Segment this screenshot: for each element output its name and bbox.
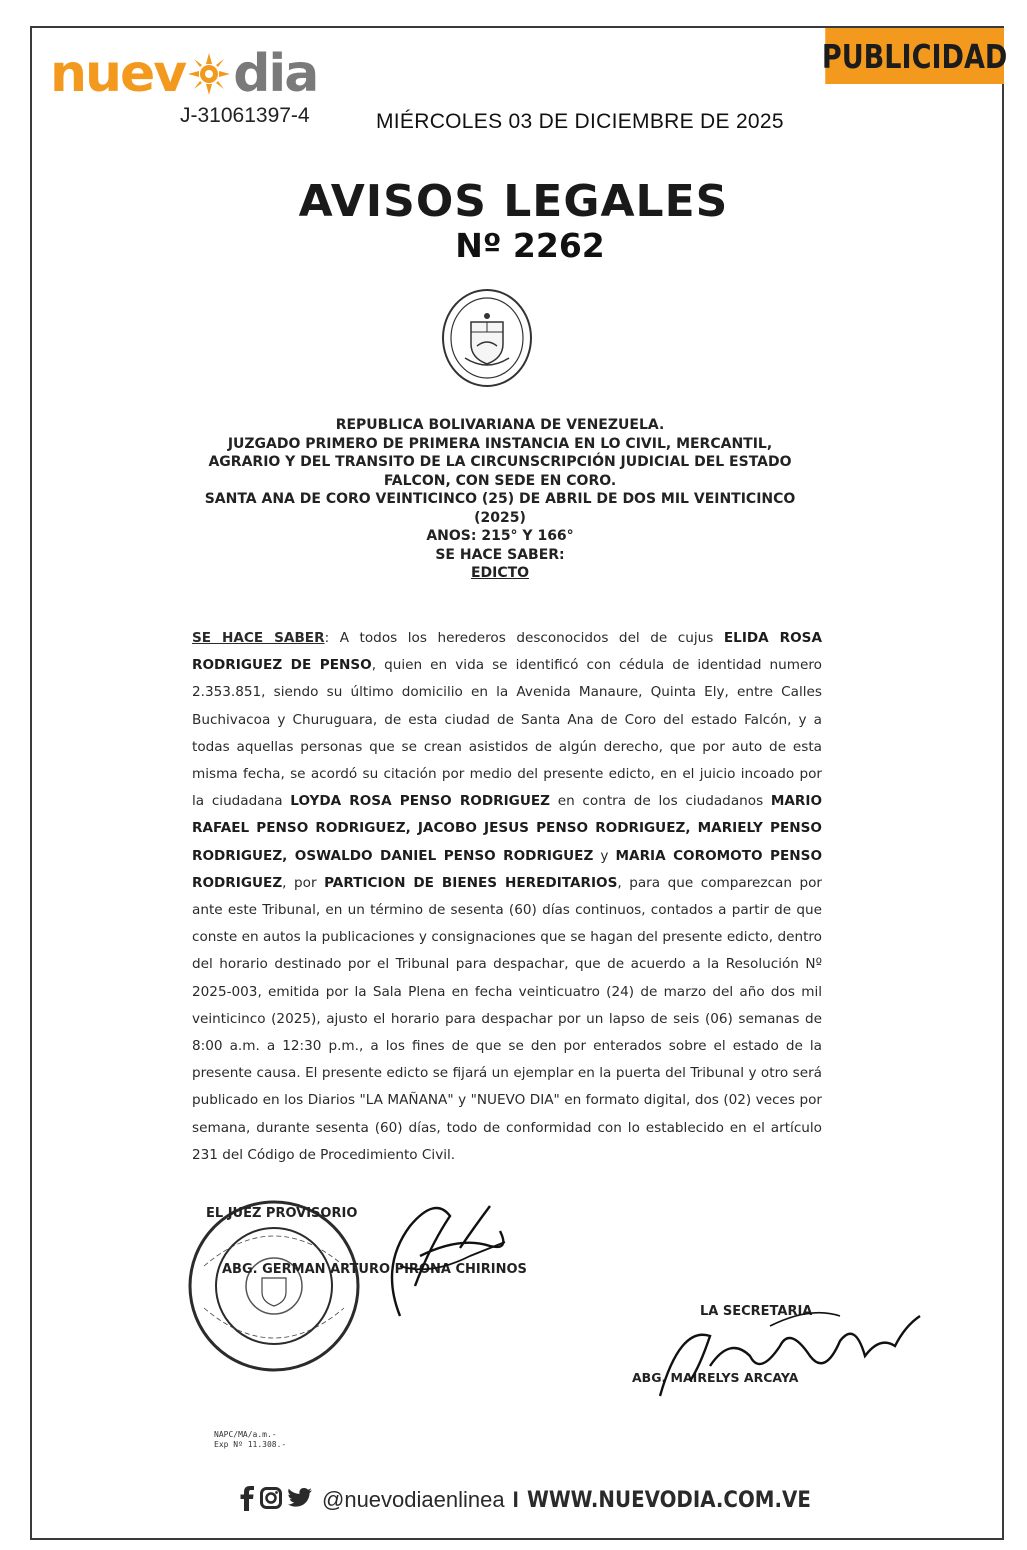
website-link[interactable]: WWW.NUEVODIA.COM.VE — [526, 1487, 811, 1513]
sun-logo-icon — [187, 52, 231, 96]
rif-number: J-31061397-4 — [180, 104, 310, 127]
footer — [240, 1482, 842, 1518]
secretary-name: ABG. MAIRELYS ARCAYA — [632, 1370, 799, 1385]
footer-separator: I — [512, 1487, 519, 1512]
logo-text-part1: nuev — [50, 44, 186, 104]
header-line: AGRARIO Y DEL TRANSITO DE LA CIRCUNSCRIPCIÓN JUDICIAL DEL ESTADO — [208, 454, 792, 470]
header-line: (2025) — [474, 509, 526, 526]
newspaper-logo — [50, 44, 318, 104]
court-stamp — [184, 1196, 364, 1376]
matter-name: PARTICION DE BIENES HEREDITARIOS — [324, 874, 618, 891]
body-text: , por — [282, 874, 325, 891]
social-handle[interactable]: @nuevodiaenlinea — [322, 1487, 505, 1512]
header-line: ANOS: 215° Y 166° — [426, 528, 574, 544]
twitter-icon[interactable] — [288, 1488, 312, 1513]
issue-number: Nº 2262 — [455, 226, 605, 265]
plaintiff-name: LOYDA ROSA PENSO RODRIGUEZ — [290, 793, 551, 810]
ref-line: NAPC/MA/a.m.- — [214, 1430, 277, 1439]
tsj-seal-icon — [441, 288, 533, 388]
facebook-icon[interactable] — [240, 1485, 254, 1516]
judge-signature — [340, 1176, 540, 1326]
body-text: en contra de los ciudadanos — [550, 793, 771, 810]
edict-body — [192, 625, 822, 1169]
deceased-name: ELIDA ROSA RODRIGUEZ DE PENSO — [192, 630, 822, 674]
header-line: JUZGADO PRIMERO DE PRIMERA INSTANCIA EN LO CIVIL, MERCANTIL, — [227, 435, 773, 452]
ref-line: Exp Nº 11.308.- — [214, 1440, 287, 1449]
secretary-label: LA SECRETARIA — [700, 1304, 813, 1319]
page-title: AVISOS LEGALES — [298, 176, 729, 227]
judge-label: EL JUEZ PROVISORIO — [206, 1206, 358, 1221]
defendant-name-last: MARIA COROMOTO PENSO RODRIGUEZ — [192, 847, 823, 891]
edicto-heading: EDICTO — [470, 565, 530, 581]
header-line: FALCON, CON SEDE EN CORO. — [383, 472, 617, 489]
publication-date: MIÉRCOLES 03 DE DICIEMBRE DE 2025 — [376, 110, 784, 133]
defendant-names: MARIO RAFAEL PENSO RODRIGUEZ, JACOBO JESUS PENSO RODRIGUEZ, MARIELY PENSO RODRIGUEZ, OSWALDO DANIEL PENSO RODRIGUEZ — [192, 793, 823, 864]
logo-text-part2: dia — [233, 44, 318, 104]
body-text: , para que comparezcan por ante este Tribunal, en un término de sesenta (60) días continuos, contados a partir de que conste en autos la publicaciones y consignaciones que se hagan del presente edicto, dentro del horario destinado por el Tribunal para despachar, que de acuerdo a la Resolución Nº 2025-003, emitida por la Sala Plena en fecha veinticuatro (24) de marzo del año dos mil veinticinco (2025), ajusto el horario para despachar por un lapso de seis (06) semanas de 8:00 a.m. a 12:30 p.m., a los fines de que se den por enterados sobre el estado de la presente causa. El presente edicto se fijará un ejemplar en la puerta del Tribunal y otro será publicado en los Diarios "LA MAÑANA" y "NUEVO DIA" en formato digital, dos (02) veces por semana, durante sesenta (60) días, todo de conformidad con lo establecido en el artículo 231 del Código de Procedimiento Civil. — [192, 874, 823, 1163]
body-text: : A todos los herederos desconocidos del de cujus — [324, 630, 724, 646]
publicidad-badge: PUBLICIDAD — [825, 28, 1004, 84]
lead-in: SE HACE SABER — [192, 630, 325, 646]
court-header — [180, 416, 820, 583]
instagram-icon[interactable] — [260, 1487, 282, 1514]
file-references — [214, 1430, 286, 1450]
body-text: y — [593, 847, 616, 864]
judge-name: ABG. GERMAN ARTURO PIRONA CHIRINOS — [222, 1262, 527, 1277]
header-line: SE HACE SABER: — [435, 546, 565, 563]
header-line: REPUBLICA BOLIVARIANA DE VENEZUELA. — [335, 417, 665, 433]
body-text: , quien en vida se identificó con cédula de identidad numero 2.353.851, siendo su último domicilio en la Avenida Manaure, Quinta Ely, entre Calles Buchivacoa y Churuguara, de esta ciudad de Santa Ana de Coro del estado Falcón, y a todas aquellas personas que se crean asistidos de algún derecho, que por auto de esta misma fecha, se acordó su citación por medio del presente edicto, en el juicio incoado por la ciudadana — [192, 657, 822, 810]
secretary-signature — [640, 1296, 940, 1406]
header-line: SANTA ANA DE CORO VEINTICINCO (25) DE ABRIL DE DOS MIL VEINTICINCO — [204, 491, 796, 507]
